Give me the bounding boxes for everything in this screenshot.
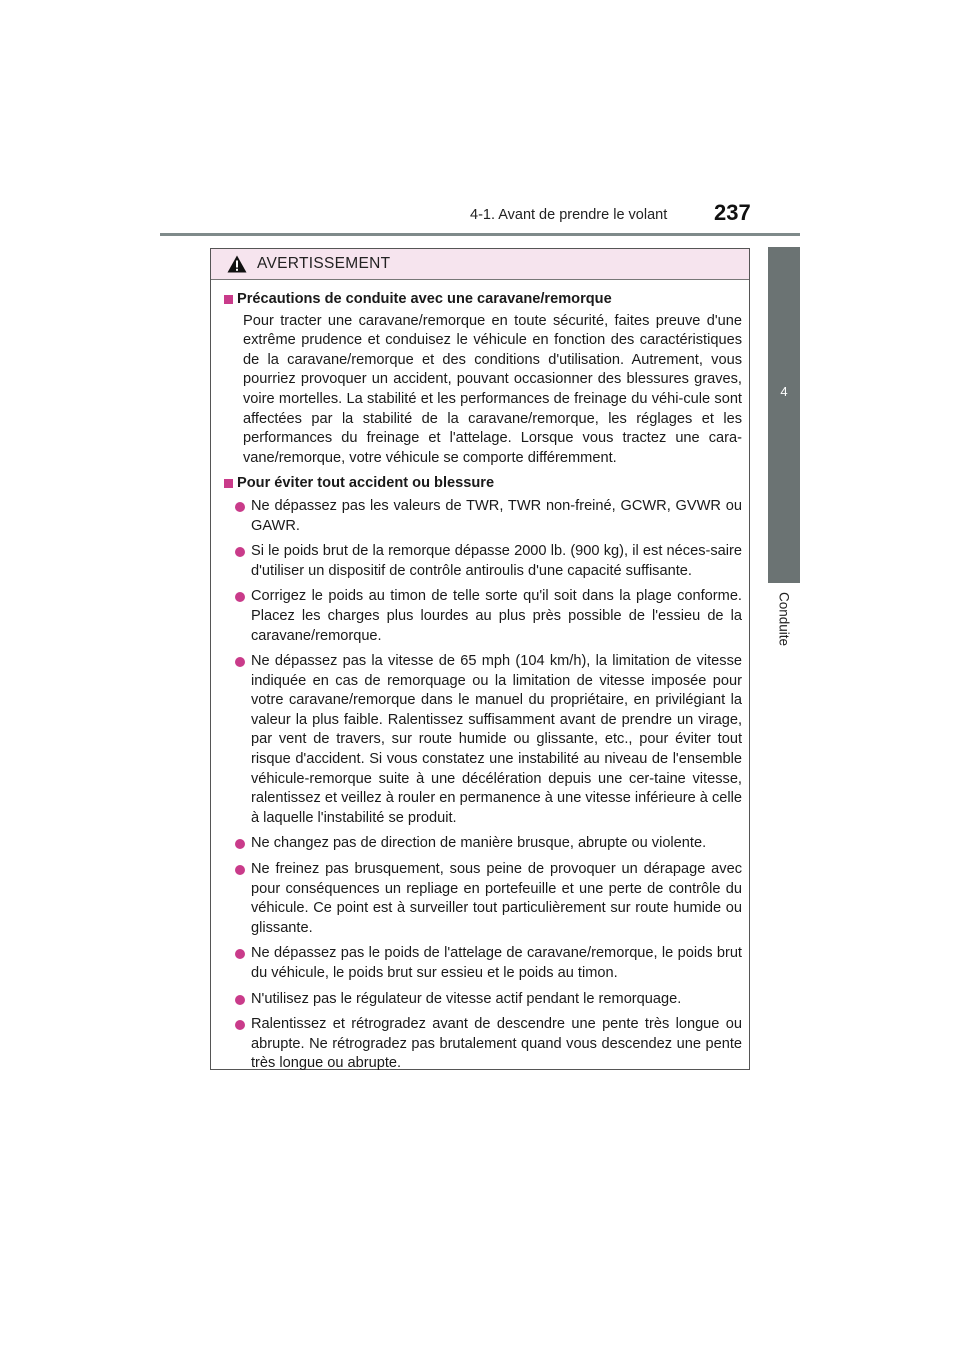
circle-bullet-icon — [235, 657, 245, 667]
list-item: Ralentissez et rétrogradez avant de descendre une pente très longue ou abrupte. Ne rétrogradez pas brutalement quand vous descendez une pente très longue ou abrupte. — [235, 1015, 742, 1074]
section-heading: 4-1. Avant de prendre le volant — [470, 207, 668, 223]
list-item: Ne dépassez pas les valeurs de TWR, TWR non-freiné, GCWR, GVWR ou GAWR. — [235, 497, 742, 536]
circle-bullet-icon — [235, 995, 245, 1005]
list-item: N'utilisez pas le régulateur de vitesse actif pendant le remorquage. — [235, 990, 742, 1010]
section-paragraph: Pour tracter une caravane/remorque en toute sécurité, faites preuve d'une extrême prudence et conduisez le véhicule en fonction des caractéristiques de la caravane/remorque et des conditions d'utilisation. Autrement, vous pourriez provoquer un accident, pouvant occasionner des blessures graves, voire mortelles. La stabilité et les performances de freinage du véhi-cule sont affectées par la stabilité de la caravane/remorque, les réglages et les performances du freinage et l'attelage. Lorsque vous tractez une cara-vane/remorque, votre véhicule se comporte différemment. — [243, 312, 742, 466]
header-divider — [160, 233, 800, 236]
list-item: Si le poids brut de la remorque dépasse 2000 lb. (900 kg), il est néces-saire d'utiliser un dispositif de contrôle antiroulis d'une capacité suffisante. — [235, 542, 742, 581]
circle-bullet-icon — [235, 949, 245, 959]
section-title: Pour éviter tout accident ou blessure — [237, 475, 495, 492]
chapter-tab — [768, 247, 800, 583]
list-item: Ne freinez pas brusquement, sous peine de provoquer un dérapage avec pour conséquences un repliage en portefeuille et une perte de contrôle du véhicule. Ce point est à surveiller tout particulièrement sur route humide ou glissante. — [235, 860, 742, 938]
circle-bullet-icon — [235, 592, 245, 602]
warning-triangle-icon — [227, 255, 247, 273]
list-item: Ne changez pas de direction de manière brusque, abrupte ou violente. — [235, 834, 742, 854]
warning-section — [222, 290, 742, 468]
warning-box — [210, 248, 750, 1070]
warning-header — [211, 249, 749, 280]
chapter-label-text: Conduite — [776, 592, 792, 647]
page-number: 237 — [714, 200, 751, 225]
list-item: Corrigez le poids au timon de telle sorte qu'il soit dans la plage conforme. Placez les charges plus lourdes au plus près possible de l'essieu de la caravane/remorque. — [235, 587, 742, 646]
circle-bullet-icon — [235, 547, 245, 557]
warning-title: AVERTISSEMENT — [257, 255, 391, 272]
section-title: Précautions de conduite avec une caravane/remorque — [237, 291, 612, 307]
chapter-number: 4 — [780, 384, 788, 399]
square-bullet-icon — [224, 479, 233, 488]
warning-body — [211, 280, 749, 1074]
warning-section — [222, 474, 742, 1074]
list-item: Ne dépassez pas la vitesse de 65 mph (104 km/h), la limitation de vitesse indiquée en cas de remorquage ou la limitation de vitesse imposée pour votre caravane/remorque dans le manuel du propriétaire, en privilégiant la valeur la plus faible. Ralentissez suffisamment avant de prendre un virage, par vent de travers, sur route humide ou glissante, etc., pour éviter tout risque d'accident. Si vous constatez une instabilité au niveau de l'ensemble véhicule-remorque suite à une décélération depuis une cer-taine vitesse, ralentissez et veillez à rouler en permanence à une vitesse inférieure à celle à laquelle l'instabilité se produit. — [235, 652, 742, 828]
list-item: Ne dépassez pas le poids de l'attelage de caravane/remorque, le poids brut du véhicule, le poids brut sur essieu et le poids au timon. — [235, 944, 742, 983]
circle-bullet-icon — [235, 865, 245, 875]
square-bullet-icon — [224, 295, 233, 304]
circle-bullet-icon — [235, 839, 245, 849]
circle-bullet-icon — [235, 502, 245, 512]
chapter-label — [772, 592, 796, 682]
circle-bullet-icon — [235, 1020, 245, 1030]
